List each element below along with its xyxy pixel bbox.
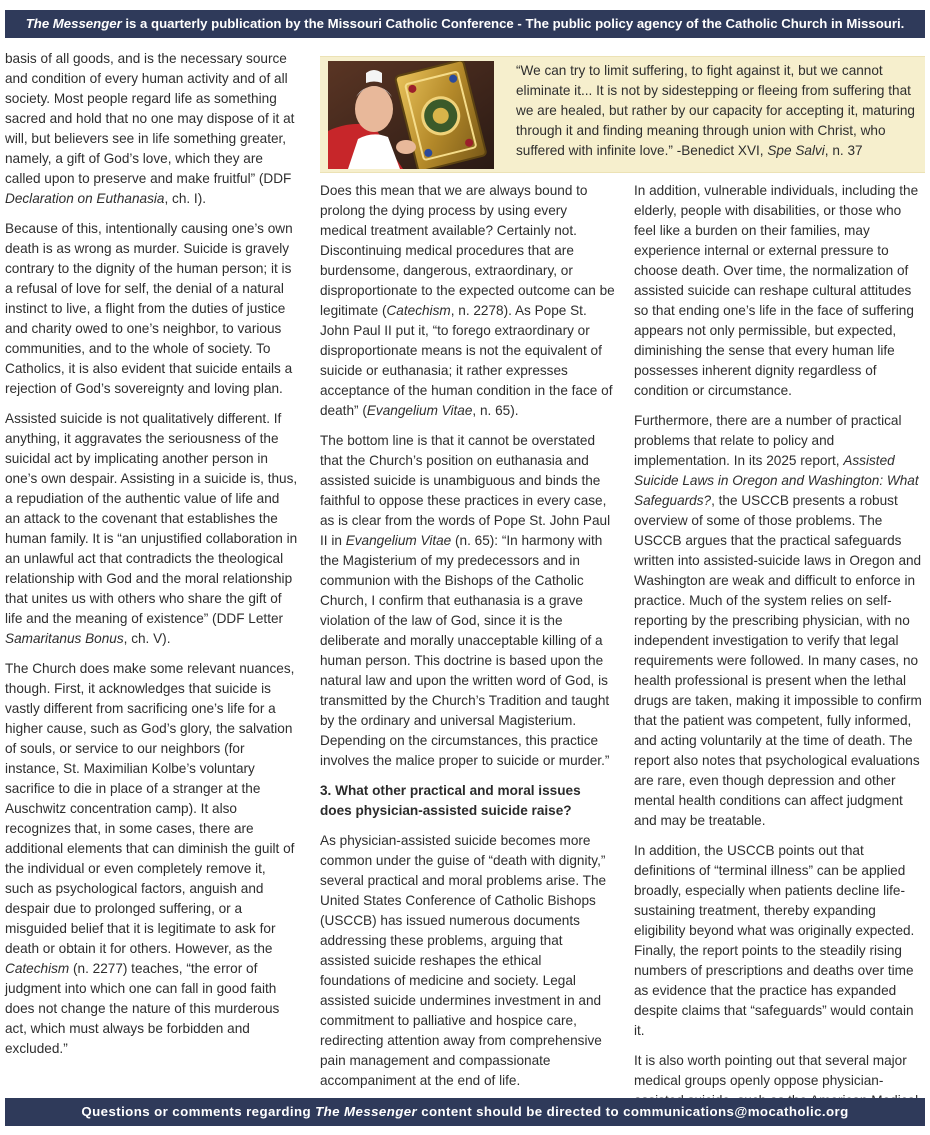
masthead-description: is a quarterly publication by the Missouri Catholic Conference - The public policy agency of the Catholic Church in Missouri.: [121, 16, 905, 31]
paragraph: As physician-assisted suicide becomes more common under the guise of “death with dignity,” several practical and moral problems arise. The United States Conference of Catholic Bishops (USCCB) has issued numerous documents addressing these problems, arguing that assisted suicide reshapes the ethical foundations of medicine and society. Legal assisted suicide undermines investment in and commitment to palliative and hospice care, redirecting attention away from comprehensive pain management and compassionate accompaniment at the end of life.: [320, 833, 607, 1088]
column-1: [5, 49, 298, 1069]
column-2: [320, 181, 615, 1101]
paragraph: Assisted suicide is not qualitatively different. If anything, it aggravates the seriousness of the suicidal act by implicating another person in one’s own despair. Assisting in a suicide is, thus, a repudiation of the authentic value of life and an attack to the covenant that establishes the human family. It is “an unjustified collaboration in an unlawful act that contradicts the theological relationship with God and the moral relationship that unites us with others who share the gift of life and the meaning of existence” (DDF Letter Samaritanus Bonus, ch. V).: [5, 411, 298, 646]
pull-quote-text: “We can try to limit suffering, to fight against it, but we cannot eliminate it... It is not by sidestepping or fleeing from suffering that we are healed, but rather by our capacity for accepting it, maturing through it and finding meaning through union with Christ, who suffered with infinite love.” -Benedict XVI, Spe Salvi, n. 37: [516, 63, 915, 158]
masthead-banner: [5, 10, 925, 38]
footer-banner: Questions or comments regarding The Messenger content should be directed to communications@mocatholic.org: [5, 1098, 925, 1126]
paragraph: Furthermore, there are a number of practical problems that relate to policy and implementation. In its 2025 report, Assisted Suicide Laws in Oregon and Washington: What Safeguards?, the USCCB presents a robust overview of some of those problems. The USCCB argues that the practical safeguards written into assisted-suicide laws in Oregon and Washington are weak and difficult to enforce in practice. Much of the system relies on self-reporting by the prescribing physician, with no independent investigation to verify that legal requirements were followed. In many cases, no health professional is present when the lethal drugs are taken, making it impossible to confirm that the patient was competent, fully informed, and acting voluntarily at the time of death. The report also notes that psychological evaluations are rare, even though depression and other mental health conditions can affect judgment and may be treatable.: [634, 413, 922, 828]
pull-quote-box: [320, 56, 925, 173]
paragraph: The bottom line is that it cannot be overstated that the Church’s position on euthanasia and assisted suicide is unambiguous and binds the faithful to oppose these practices in every case, as is clear from the words of Pope St. John Paul II in Evangelium Vitae (n. 65): “In harmony with the Magisterium of my predecessors and in communion with the Bishops of the Catholic Church, I confirm that euthanasia is a grave violation of the law of God, since it is the deliberate and morally unacceptable killing of a human person. This doctrine is based upon the natural law and upon the written word of God, is transmitted by the Church’s Tradition and taught by the ordinary and universal Magisterium. Depending on the circumstances, this practice involves the malice proper to suicide or murder.”: [320, 433, 611, 768]
paragraph: Because of this, intentionally causing one’s own death is as wrong as murder. Suicide is gravely contrary to the dignity of the human person; it is a refusal of love for self, the denial of a natural instinct to live, a flight from the duties of justice and charity owed to one’s neighbor, to various communities, and to the whole of society. To Catholics, it is also evident that suicide entails a rejection of God’s sovereignty and loving plan.: [5, 221, 293, 396]
paragraph: basis of all goods, and is the necessary source and condition of every human activity and of all society. Most people regard life as something sacred and hold that no one may dispose of it at will, but believers see in life something greater, namely, a gift of God’s love, which they are called upon to preserve and make fruitful” (DDF Declaration on Euthanasia, ch. I).: [5, 51, 295, 206]
publication-name: The Messenger: [25, 16, 122, 31]
section-heading: 3. What other practical and moral issues does physician-assisted suicide raise?: [320, 783, 581, 818]
paragraph: In addition, the USCCB points out that definitions of “terminal illness” can be applied broadly, especially when patients decline life-sustaining treatment, thereby expanding eligibility beyond what was originally expected. Finally, the report points to the steadily rising numbers of prescriptions and deaths over time as evidence that the practice has expanded despite claims that “safeguards” would contain it.: [634, 843, 915, 1038]
pope-holding-gospel-image: [328, 61, 494, 169]
quote-source: Spe Salvi: [767, 143, 825, 158]
pope-photo: [328, 61, 494, 169]
paragraph: Does this mean that we are always bound to prolong the dying process by using every medical treatment available? Certainly not. Discontinuing medical procedures that are burdensome, dangerous, extraordinary, or disproportionate to the expected outcome can be legitimate (Catechism, n. 2278). As Pope St. John Paul II put it, “to forego extraordinary or disproportionate means is not the equivalent of suicide or euthanasia; it rather expresses acceptance of the human condition in the face of death” (Evangelium Vitae, n. 65).: [320, 183, 615, 418]
paragraph: It is also worth pointing out that several major medical groups openly oppose physician-: [634, 1053, 907, 1088]
paragraph: The Church does make some relevant nuances, though. First, it acknowledges that suicide is vastly different from sacrificing one’s life for a higher cause, such as God’s glory, the salvation of souls, or service to our neighbors (for instance, St. Maximilian Kolbe’s voluntary sacrifice to die in place of a stranger at the Auschwitz concentration camp). It also recognizes that, in some cases, there are additional elements that can diminish the guilt of the individual or even completely remove it, such as psychological factors, anguish and despair due to prolonged suffering, or a misguided belief that it is legitimate to ask for death or obtain it for others. However, as the Catechism (n. 2277) teaches, “the error of judgment into which one can fall in good faith does not change the nature of this murderous act, which must always be forbidden and excluded.”: [5, 661, 295, 1056]
column-3: [634, 181, 925, 1121]
paragraph: In addition, vulnerable individuals, including the elderly, people with disabilities, or those who feel like a burden on their families, may experience internal or external pressure to choose death. Over time, the normalization of assisted suicide can reshape cultural attitudes so that ending one’s life in the face of suffering appears not only permissible, but expected, diminishing the sense that every human life possesses inherent dignity regardless of condition or circumstance.: [634, 183, 919, 398]
publication-name: The Messenger: [315, 1104, 418, 1119]
